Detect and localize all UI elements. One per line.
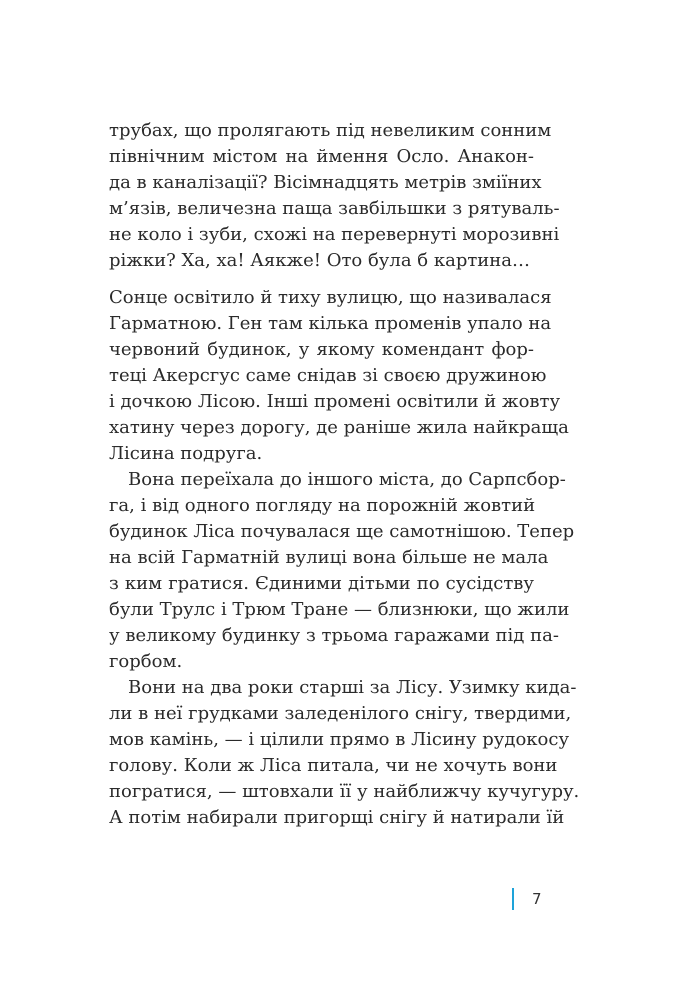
paragraph-2-line-6: хатину через дорогу, де раніше жила найкраща: [109, 417, 569, 438]
paragraph-2-line-5: і дочкою Лісою. Інші промені освітили й жовту: [109, 391, 561, 412]
paragraph-3-line-4: на всій Гарматній вулиці вона більше не мала: [109, 547, 549, 568]
paragraph-1-line-2: північним містом на ймення Осло. Анакон-: [109, 146, 534, 167]
paragraph-3-line-5: з ким гратися. Єдиними дітьми по сусідству: [109, 573, 534, 594]
paragraph-2-line-4: теці Акерсгус саме снідав зі своєю дружиною: [109, 365, 547, 386]
paragraph-4-line-1: Вони на два роки старші за Лісу. Узимку кида-: [128, 677, 577, 698]
paragraph-1-line-3: да в каналізації? Вісімнадцять метрів зміїних: [109, 172, 542, 193]
paragraph-4-line-5: погратися, — штовхали її у найближчу кучугуру.: [109, 781, 580, 802]
paragraph-3-line-2: га, і від одного погляду на порожній жовтий: [109, 495, 536, 516]
paragraph-3-line-6: були Трулс і Трюм Тране — близнюки, що жили: [109, 599, 570, 620]
paragraph-1-line-1: трубах, що пролягають під невеликим сонним: [109, 120, 552, 141]
text-block-top: [109, 118, 560, 274]
paragraph-2-line-1: Сонце освітило й тиху вулицю, що називалася: [109, 287, 552, 308]
paragraph-4-line-2: ли в неї грудками заледенілого снігу, твердими,: [109, 703, 572, 724]
page-number: 7: [532, 890, 542, 908]
paragraph-3-line-1: Вона переїхала до іншого міста, до Сарпсбор-: [128, 469, 566, 490]
paragraph-3-line-3: будинок Ліса почувалася ще самотнішою. Тепер: [109, 521, 575, 542]
paragraph-1-line-4: м’язів, величезна паща завбільшки з рятуваль-: [109, 198, 560, 219]
paragraph-1-line-5: не коло і зуби, схожі на перевернуті морозивні: [109, 224, 560, 245]
paragraph-4-line-3: мов камінь, — і цілили прямо в Лісину рудокосу: [109, 729, 570, 750]
text-block-main: [109, 285, 580, 831]
paragraph-3-line-7: у великому будинку з трьома гаражами під па-: [109, 625, 559, 646]
paragraph-4-line-6: А потім набирали пригорщі снігу й натирали їй: [109, 807, 565, 828]
paragraph-3-line-8: горбом.: [109, 651, 183, 672]
paragraph-2-line-3: червоний будинок, у якому комендант фор-: [109, 339, 534, 360]
paragraph-2-line-7: Лісина подруга.: [109, 443, 263, 464]
paragraph-4-line-4: голову. Коли ж Ліса питала, чи не хочуть вони: [109, 755, 558, 776]
paragraph-1-line-6: ріжки? Ха, ха! Аякже! Ото була б картина…: [109, 250, 531, 271]
page-number-accent-rule: [512, 888, 514, 910]
paragraph-2-line-2: Гарматною. Ген там кілька променів упало на: [109, 313, 552, 334]
